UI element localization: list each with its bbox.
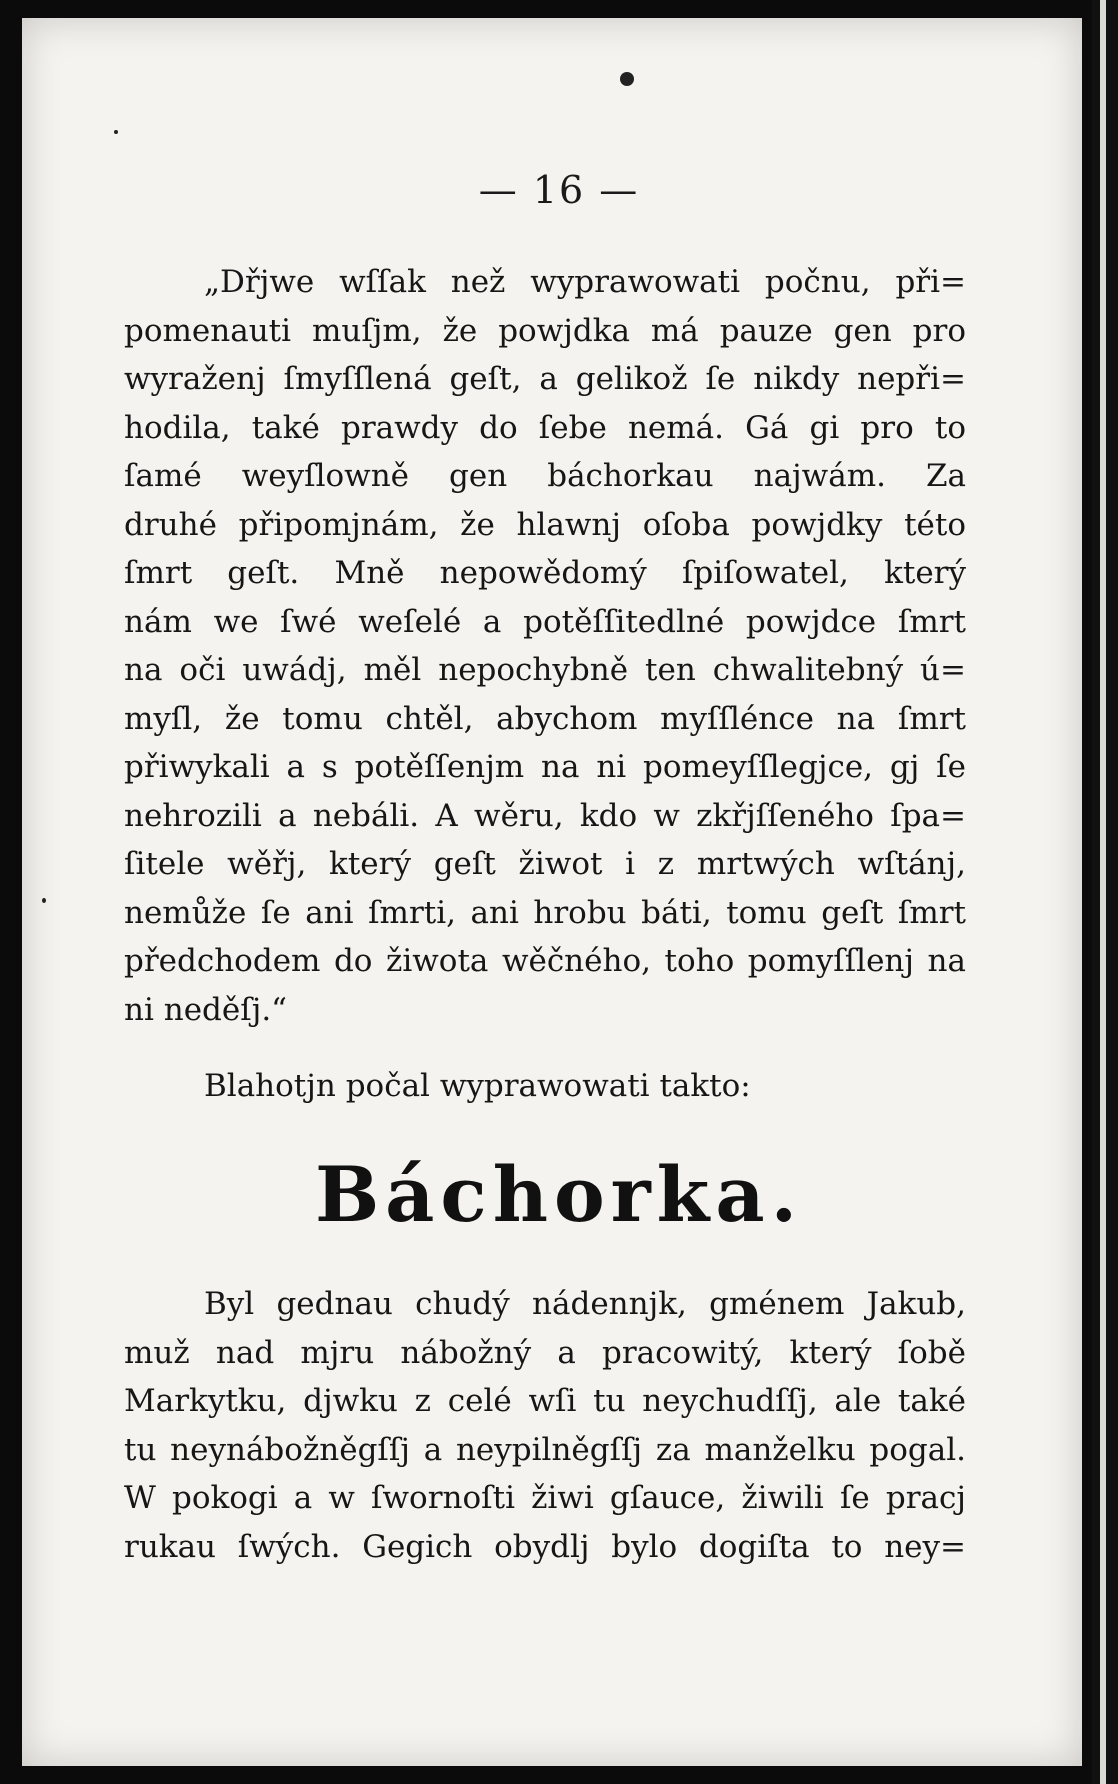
ink-speck (42, 898, 46, 903)
text-line: muž nad mjru nábožný a pracowitý, který ſobě (124, 1334, 966, 1371)
text-line: nám we ſwé weſelé a potěſſitedlné powjdce ſmrt (124, 603, 966, 640)
text-line: W pokogi a w ſwornoſti žiwi gſauce, žiwili ſe pracj (124, 1480, 966, 1516)
text-line: rukau ſwých. Gegich obydlj bylo dogiſta to ney= (124, 1528, 966, 1565)
text-line: ſamé weyſlowně gen báchorkau najwám. Za (124, 458, 966, 494)
text-line: hodila, také prawdy do ſebe nemá. Gá gi pro to (124, 409, 966, 446)
text-line: Markytku, djwku z celé wſi tu neychudſſj, ale také (124, 1383, 966, 1419)
narrator-line: Blahotjn počal wyprawowati takto: (204, 1068, 751, 1104)
text-line: ni neděſj.“ (124, 991, 288, 1028)
page-number: — 16 — (478, 168, 640, 212)
text-line: ſitele wěřj, který geſt žiwot i z mrtwých wſtánj, (124, 846, 966, 882)
text-line: „Dřjwe wſſak než wyprawowati počnu, při= (204, 264, 966, 300)
text-line: přiwykali a s potěſſenjm na ni pomeyſſlegjce, gj ſe (124, 749, 966, 785)
ink-speck (620, 72, 634, 86)
text-line: Byl gednau chudý nádennjk, gménem Jakub, (204, 1286, 966, 1322)
ink-speck (114, 130, 118, 134)
text-line: tu neynábožněgſſj a neypilněgſſj za manželku pogal. (124, 1431, 966, 1468)
text-line: myſl, že tomu chtěl, abychom myſſlénce na ſmrt (124, 700, 966, 737)
intro-paragraph (124, 258, 966, 1034)
text-line: předchodem do žiwota wěčného, toho pomyſſlenj na (124, 943, 966, 979)
adjacent-page-edge (1092, 0, 1118, 1784)
story-paragraph (124, 1280, 966, 1571)
section-heading: Báchorka. (314, 1150, 804, 1239)
text-line: na oči uwádj, měl nepochybně ten chwalitebný ú= (124, 652, 966, 688)
text-line: wyraženj ſmyſſlená geſt, a gelikož ſe nikdy nepři= (124, 361, 966, 397)
text-line: nemůže ſe ani ſmrti, ani hrobu báti, tomu geſt ſmrt (124, 894, 966, 931)
text-line: pomenauti muſjm, že powjdka má pauze gen pro (124, 312, 966, 349)
text-line: nehrozili a nebáli. A wěru, kdo w zkřjſſeného ſpa= (124, 797, 966, 834)
text-line: druhé připomjnám, že hlawnj oſoba powjdky této (124, 506, 966, 543)
text-line: ſmrt geſt. Mně nepowědomý ſpiſowatel, který (124, 555, 966, 591)
